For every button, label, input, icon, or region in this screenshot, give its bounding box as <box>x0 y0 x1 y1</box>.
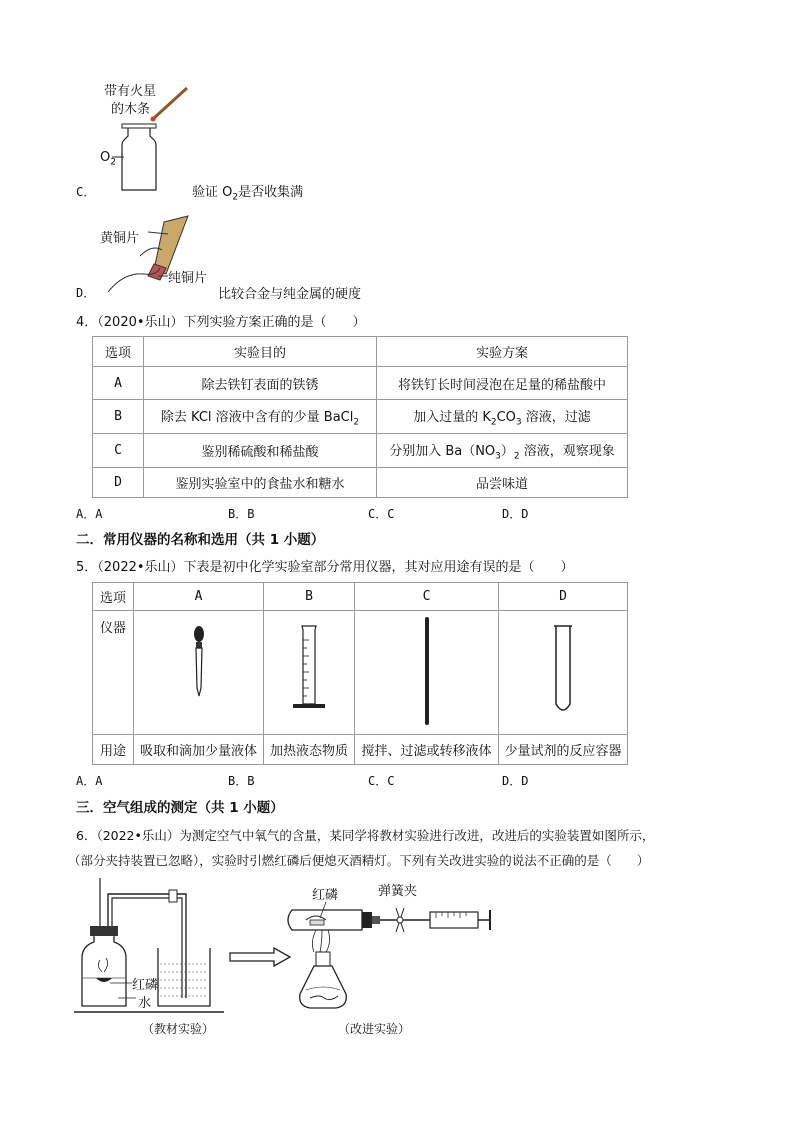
dropper-icon <box>189 616 209 726</box>
q4-cell-goal: 鉴别稀硫酸和稀盐酸 <box>144 434 377 468</box>
section-2-title: 二．常用仪器的名称和选用（共 1 小题） <box>76 532 325 548</box>
table-row <box>93 400 628 434</box>
opt-d-brass-label: 黄铜片 <box>100 231 140 246</box>
q6-stem-line2: （部分夹持装置已忽略），实验时引燃红磷后便熄灭酒精灯。下列有关改进实验的说法不正确的是（ ） <box>68 853 650 868</box>
q4-cell-plan: 加入过量的 $K_2CO_3$ 溶液，过滤 <box>377 400 628 434</box>
q4-choice-c[interactable]: C．C <box>368 507 395 521</box>
q5-col-b: B <box>264 583 355 611</box>
q3-option-c <box>0 0 794 210</box>
q4-table <box>92 336 628 498</box>
fig1-water-label: 水 <box>138 996 152 1011</box>
q4-choice-a[interactable]: A．A <box>76 507 103 521</box>
opt-d-copper-label: 纯铜片 <box>168 271 208 286</box>
q4-cell-option: C <box>93 434 144 468</box>
q4-header-plan: 实验方案 <box>377 337 628 367</box>
glass-rod-icon <box>417 613 437 729</box>
q5-use-a: 吸取和滴加少量液体 <box>134 735 264 765</box>
q5-table <box>92 582 628 765</box>
q5-col-a: A <box>134 583 264 611</box>
opt-d-description: 比较合金与纯金属的硬度 <box>218 287 362 302</box>
q5-stem: 5．（2022•乐山）下表是初中化学实验室部分常用仪器，其对应用途有误的是（ ） <box>76 560 574 575</box>
q6-figure-improved <box>280 880 500 1040</box>
table-row <box>93 367 628 400</box>
q5-header-instrument: 仪器 <box>93 611 134 735</box>
q4-cell-goal: 鉴别实验室中的食盐水和糖水 <box>144 468 377 498</box>
fig1-caption: （教材实验） <box>142 1022 215 1036</box>
q4-cell-plan: 将铁钉长时间浸泡在足量的稀盐酸中 <box>377 367 628 400</box>
fig2-caption: （改进实验） <box>338 1022 411 1036</box>
q5-header-use: 用途 <box>93 735 134 765</box>
q5-col-d: D <box>499 583 628 611</box>
opt-c-label-line2: 的木条 <box>111 102 151 117</box>
table-row <box>93 434 628 468</box>
test-tube-icon <box>548 616 578 726</box>
section-3-title: 三．空气组成的测定（共 1 小题） <box>76 800 284 816</box>
q4-header-goal: 实验目的 <box>144 337 377 367</box>
q4-stem: 4．（2020•乐山）下列实验方案正确的是（ ） <box>76 315 366 330</box>
q5-use-d: 少量试剂的反应容器 <box>499 735 628 765</box>
q4-cell-goal: 除去 KCl 溶液中含有的少量 BaCl$_2$ <box>144 400 377 434</box>
gas-bottle-with-splint-figure <box>112 84 192 194</box>
fig1-red-phosphorus-label: 红磷 <box>132 978 159 993</box>
opt-c-description: 验证 $O_2$是否收集满 <box>192 185 304 203</box>
q5-use-b: 加热液态物质 <box>264 735 355 765</box>
q4-cell-goal: 除去铁钉表面的铁锈 <box>144 367 377 400</box>
q5-instrument-b <box>264 611 355 735</box>
q5-choice-d[interactable]: D．D <box>502 774 529 788</box>
q5-instrument-c <box>355 611 499 735</box>
fig2-spring-clip-label: 弹簧夹 <box>378 884 418 899</box>
fig2-red-phosphorus-label: 红磷 <box>312 888 339 903</box>
q4-choice-b[interactable]: B．B <box>228 507 255 521</box>
q3-option-d <box>0 210 794 302</box>
q5-choice-c[interactable]: C．C <box>368 774 395 788</box>
q5-choice-a[interactable]: A．A <box>76 774 103 788</box>
q5-header-option: 选项 <box>93 583 134 611</box>
improved-apparatus-figure <box>280 898 500 1018</box>
q4-cell-plan: 分别加入 $Ba(NO_3)_2$ 溶液，观察现象 <box>377 434 628 468</box>
q4-choice-d[interactable]: D．D <box>502 507 529 521</box>
q4-header-option: 选项 <box>93 337 144 367</box>
q6-figure-textbook <box>74 878 224 1038</box>
q5-use-c: 搅拌、过滤或转移液体 <box>355 735 499 765</box>
table-row <box>93 468 628 498</box>
q4-cell-plan: 品尝味道 <box>377 468 628 498</box>
opt-c-letter: C． <box>76 185 96 199</box>
q5-choice-b[interactable]: B．B <box>228 774 255 788</box>
opt-d-letter: D． <box>76 286 96 300</box>
q5-col-c: C <box>355 583 499 611</box>
q5-instrument-a <box>134 611 264 735</box>
brass-scratch-figure <box>104 214 200 296</box>
measuring-cylinder-icon <box>289 616 329 726</box>
q4-cell-option: D <box>93 468 144 498</box>
q4-cell-option: A <box>93 367 144 400</box>
q4-cell-option: B <box>93 400 144 434</box>
opt-c-o2-label: $O_2$ <box>100 150 116 168</box>
q6-stem-line1: 6．（2022•乐山）为测定空气中氧气的含量，某同学将教材实验进行改进，改进后的实验装置如图所示， <box>76 828 655 843</box>
opt-c-label-line1: 带有火星 <box>104 84 157 99</box>
q5-instrument-d <box>499 611 628 735</box>
